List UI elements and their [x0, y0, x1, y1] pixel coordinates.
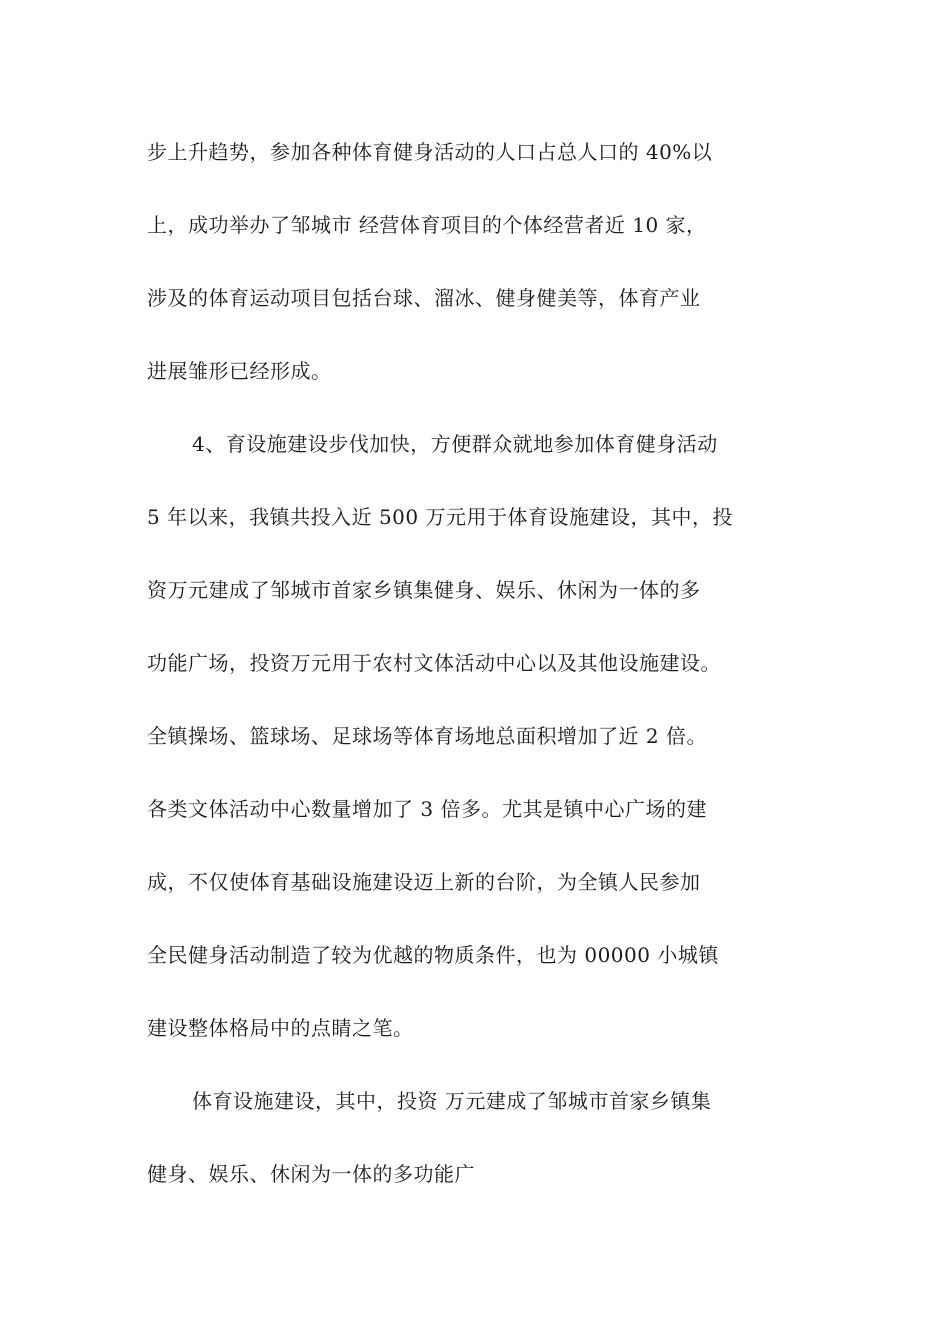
text-line: 上，成功举办了邹城市 经营体育项目的个体经营者近 10 家，	[147, 213, 707, 237]
text-line: 体育设施建设，其中，投资 万元建成了邹城市首家乡镇集	[192, 1089, 712, 1113]
text-line: 步上升趋势，参加各种体育健身活动的人口占总人口的 40%以	[147, 140, 713, 164]
text-line: 全镇操场、篮球场、足球场等体育场地总面积增加了近 2 倍。	[147, 724, 707, 748]
text-line: 涉及的体育运动项目包括台球、溜冰、健身健美等，体育产业	[147, 286, 701, 310]
text-line: 成，不仅使体育基础设施建设迈上新的台阶，为全镇人民参加	[147, 870, 701, 894]
text-line: 资万元建成了邹城市首家乡镇集健身、娱乐、休闲为一体的多	[147, 578, 701, 602]
text-line: 健身、娱乐、休闲为一体的多功能广	[147, 1162, 475, 1186]
text-line: 5 年以来，我镇共投入近 500 万元用于体育设施建设，其中，投	[147, 505, 733, 529]
text-line: 进展雏形已经形成。	[147, 359, 332, 383]
text-line: 各类文体活动中心数量增加了 3 倍多。尤其是镇中心广场的建	[147, 797, 707, 821]
text-line: 功能广场，投资万元用于农村文体活动中心以及其他设施建设。	[147, 651, 721, 675]
text-line: 全民健身活动制造了较为优越的物质条件，也为 00000 小城镇	[147, 943, 719, 967]
text-line: 4、育设施建设步伐加快，方便群众就地参加体育健身活动	[192, 432, 718, 456]
text-line: 建设整体格局中的点睛之笔。	[147, 1016, 414, 1040]
